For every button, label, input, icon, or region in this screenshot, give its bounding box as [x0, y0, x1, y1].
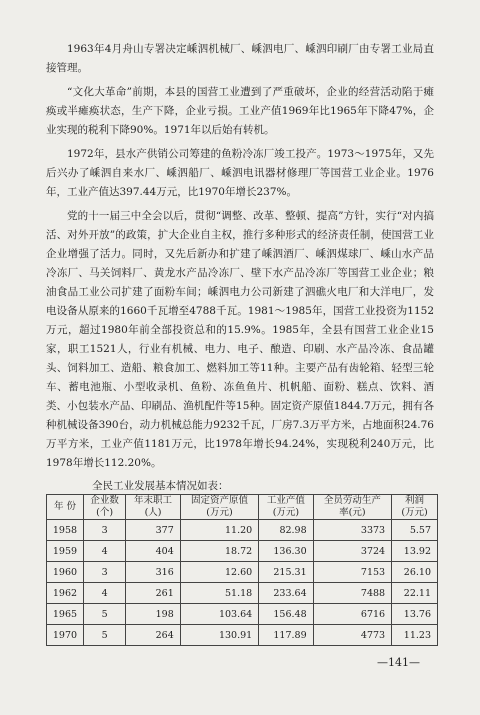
table-cell: 7488 — [313, 583, 391, 604]
table-cell: 13.76 — [392, 604, 438, 625]
table-cell: 233.64 — [259, 583, 313, 604]
table-cell: 117.89 — [259, 625, 313, 646]
table-cell: 3 — [83, 562, 125, 583]
table-cell: 4 — [83, 583, 125, 604]
table-header-row — [47, 495, 438, 520]
paragraph-1: 1963年4月舟山专署决定嵊泗机械厂、嵊泗电厂、嵊泗印刷厂由专署工业局直接管理。 — [46, 43, 434, 74]
table-cell: 5.57 — [392, 520, 438, 541]
table-cell: 261 — [126, 583, 180, 604]
table-cell: 5 — [83, 604, 125, 625]
table-row — [47, 604, 438, 625]
table-cell: 5 — [83, 625, 125, 646]
table-cell: 1959 — [47, 541, 84, 562]
table-cell: 7153 — [313, 562, 391, 583]
table-body — [47, 520, 438, 646]
table-cell: 3373 — [313, 520, 391, 541]
table-cell: 156.48 — [259, 604, 313, 625]
table-cell: 103.64 — [180, 604, 258, 625]
table-row — [47, 541, 438, 562]
table-cell: 1970 — [47, 625, 84, 646]
table-cell: 12.60 — [180, 562, 258, 583]
table-cell: 11.23 — [392, 625, 438, 646]
table-row — [47, 562, 438, 583]
table-header-cell: 全员劳动生产 率(元) — [313, 495, 391, 520]
table-row — [47, 583, 438, 604]
table-header-cell: 企业数 (个) — [83, 495, 125, 520]
table-cell: 26.10 — [392, 562, 438, 583]
table-header-cell: 利润 (万元) — [392, 495, 438, 520]
table-cell: 3724 — [313, 541, 391, 562]
table-cell: 3 — [83, 520, 125, 541]
industry-stats-table — [46, 494, 438, 646]
table-cell: 4 — [83, 541, 125, 562]
table-row — [47, 520, 438, 541]
table-cell: 136.30 — [259, 541, 313, 562]
table-cell: 1958 — [47, 520, 84, 541]
table-cell: 51.18 — [180, 583, 258, 604]
table-cell: 1965 — [47, 604, 84, 625]
table-header-cell: 年末职工 (人) — [126, 495, 180, 520]
table-cell: 1960 — [47, 562, 84, 583]
table-cell: 198 — [126, 604, 180, 625]
table-cell: 4773 — [313, 625, 391, 646]
table-cell: 82.98 — [259, 520, 313, 541]
table-cell: 404 — [126, 541, 180, 562]
table-header-cell: 固定资产原值 (万元) — [180, 495, 258, 520]
table-cell: 215.31 — [259, 562, 313, 583]
table-row — [47, 625, 438, 646]
table-cell: 11.20 — [180, 520, 258, 541]
table-cell: 316 — [126, 562, 180, 583]
table-cell: 1962 — [47, 583, 84, 604]
table-cell: 130.91 — [180, 625, 258, 646]
table-cell: 377 — [126, 520, 180, 541]
table-cell: 6716 — [313, 604, 391, 625]
table-cell: 13.92 — [392, 541, 438, 562]
table-header-cell: 年 份 — [47, 495, 84, 520]
table-cell: 18.72 — [180, 541, 258, 562]
table-cell: 22.11 — [392, 583, 438, 604]
paragraph-2: “文化大革命”前期，本县的国营工业遭到了严重破坏，企业的经营活动陷于瘫痪或半瘫痪状态，生产下降，企业亏损。工业产值1969年比1965年下降47%，企业实现的税利下降90%。1971年以后始有转机。 — [46, 86, 434, 136]
table-caption: 全民工业发展基本情况如表： — [92, 480, 229, 492]
page-number: —141— — [377, 656, 420, 669]
table-cell: 264 — [126, 625, 180, 646]
table-header-cell: 工业产值 (万元) — [259, 495, 313, 520]
paragraph-4: 党的十一届三中全会以后，贯彻“调整、改革、整顿、提高”方针，实行“对内搞活、对外开放”的政策，扩大企业自主权，推行多种形式的经济责任制，使国营工业企业增强了活力。同时，又先后新办和扩建了嵊泗酒厂、嵊泗煤球厂、嵊山水产品冷冻厂、马关饲料厂、黄龙水产品冷冻厂、壁下水产品冷冻厂等国营工业企业；粮油食品工业公司扩建了面粉车间；嵊泗电力公司新建了泗礁火电厂和大洋电厂，发电设备从原来的1660千瓦增至4788千瓦。1981～1985年，国营工业投资为1152万元，超过1980年前全部投资总和的15.9%。1985年，全县有国营工业企业15家，职工1521人，行业有机械、电力、电子、酿造、印刷、水产品冷冻、食品罐头、饲料加工、造船、粮食加工、燃料加工等11种。主要产品有齿轮箱、轻型三轮车、蓄电池瓶、小型收录机、鱼粉、冻鱼鱼片、机帆船、面粉、糕点、饮料、酒类、小包装水产品、印刷品、渔机配件等15种。固定资产原值1844.7万元，拥有各种机械设备390台，动力机械总能力9232千瓦，厂房7.3万平方米，占地面积24.76万平方米，工业产值1181万元，比1978年增长94.24%，实现税利240万元，比1978年增长112.20%。 — [46, 210, 434, 469]
paragraph-3: 1972年，县水产供销公司筹建的鱼粉冷冻厂竣工投产。1973～1975年，又先后兴办了嵊泗自来水厂、嵊泗船厂、嵊泗电讯器材修理厂等国营工业企业。1976年，工业产值达397.44万元，比1970年增长237%。 — [46, 148, 434, 198]
